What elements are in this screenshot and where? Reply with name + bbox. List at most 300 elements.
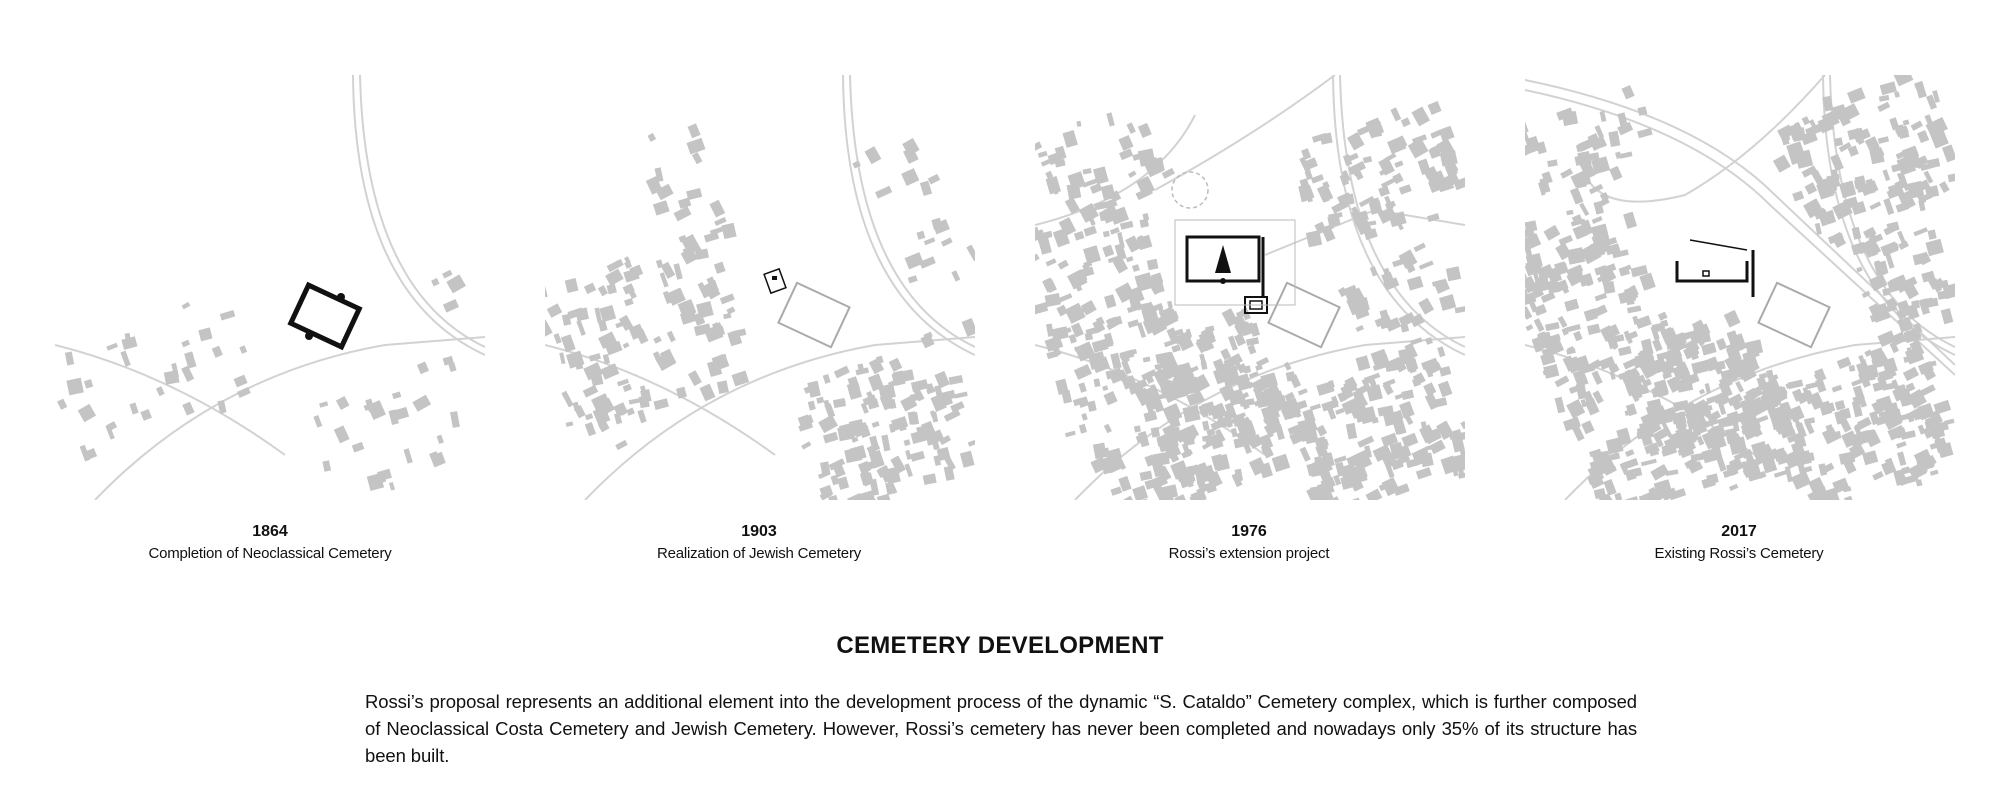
building-block [1911, 300, 1920, 309]
building-block [1832, 385, 1843, 393]
section-title: CEMETERY DEVELOPMENT [836, 632, 1164, 659]
building-block [1035, 141, 1042, 152]
jewish-cemetery-1903 [764, 269, 786, 293]
building-block [1804, 417, 1815, 424]
building-block [931, 411, 938, 422]
building-block [1595, 293, 1607, 302]
building-block [1460, 421, 1465, 429]
building-block [1547, 280, 1560, 294]
building-block [1167, 301, 1173, 308]
building-block [869, 436, 878, 446]
building-block [1619, 152, 1632, 159]
building-block [639, 395, 650, 408]
building-block [1132, 485, 1148, 500]
building-block [1543, 225, 1560, 241]
building-block [590, 373, 603, 386]
building-block [129, 403, 138, 415]
building-block [1110, 353, 1121, 370]
building-block [404, 448, 413, 463]
building-block [968, 438, 975, 447]
building-block [1231, 428, 1238, 437]
building-block [1609, 453, 1620, 461]
building-block [676, 387, 687, 399]
building-block [1365, 489, 1382, 500]
building-block [1140, 219, 1150, 228]
description-paragraph: Rossi’s proposal represents an additional element into the development process of the dynamic “S. Cataldo” Cemetery complex, which is further composed of Neoclassical Costa Cemetery and Jewish Cemetery. However, Rossi’s cemetery has never been completed and nowadays only 35% of its structure has been built. [365, 691, 1637, 766]
building-block [1199, 354, 1206, 364]
building-block [1127, 122, 1136, 134]
buildings-1864 [57, 270, 466, 491]
building-block [872, 421, 880, 428]
building-block [924, 237, 936, 245]
building-block [1525, 220, 1537, 232]
building-block [545, 319, 553, 337]
building-block [1618, 346, 1632, 356]
building-block [566, 421, 574, 427]
building-block [1830, 154, 1844, 171]
neoclassical-cemetery-1864 [291, 285, 360, 347]
year-label: 1976 [1231, 523, 1267, 540]
building-block [237, 387, 251, 398]
building-block [1774, 470, 1787, 478]
building-block [1120, 496, 1133, 500]
building-block [1079, 424, 1087, 434]
building-block [1035, 254, 1040, 263]
building-block [1074, 364, 1092, 380]
building-block [1411, 106, 1430, 126]
building-block [1852, 227, 1862, 240]
building-block [1545, 322, 1560, 331]
building-block [1576, 143, 1586, 152]
building-block [637, 410, 646, 424]
building-block [1074, 231, 1085, 241]
building-block [1608, 131, 1620, 147]
building-block [1087, 401, 1097, 412]
building-block [1802, 116, 1810, 125]
building-block [714, 217, 726, 226]
building-block [944, 409, 961, 422]
building-block [833, 398, 846, 408]
building-block [1311, 174, 1324, 183]
building-block [667, 331, 676, 342]
building-block [1423, 382, 1436, 396]
building-block [1933, 400, 1951, 415]
building-block [686, 138, 705, 155]
building-block [647, 133, 656, 142]
building-block [1609, 166, 1622, 181]
building-block [182, 302, 191, 310]
building-block [181, 366, 194, 382]
building-block [121, 336, 137, 350]
building-block [576, 320, 585, 336]
building-block [1334, 456, 1347, 464]
building-block [1134, 425, 1141, 432]
caption-text: Completion of Neoclassical Cemetery [148, 545, 392, 562]
building-block [1056, 305, 1068, 317]
building-block [807, 381, 821, 398]
building-block [198, 327, 212, 341]
building-block [720, 294, 735, 305]
building-block [1547, 159, 1558, 167]
building-block [1298, 388, 1308, 395]
building-block [1699, 389, 1705, 395]
building-block [1897, 231, 1906, 245]
building-block [1639, 273, 1655, 291]
building-block [1085, 332, 1093, 340]
building-block [1428, 101, 1442, 115]
building-block [1390, 107, 1401, 121]
building-block [1898, 126, 1910, 139]
building-block [709, 200, 725, 218]
building-block [1621, 85, 1634, 99]
building-block [1346, 423, 1357, 439]
building-block [1138, 123, 1152, 138]
building-block [808, 401, 816, 411]
building-block [554, 333, 562, 344]
building-block [1892, 75, 1913, 86]
building-block [949, 375, 964, 385]
map-1976 [1035, 75, 1465, 500]
building-block [1878, 136, 1889, 144]
building-block [1652, 339, 1663, 352]
building-block [565, 278, 579, 293]
building-block [1356, 355, 1371, 371]
building-block [1915, 82, 1927, 98]
building-block [1559, 235, 1573, 246]
building-block [816, 397, 824, 404]
building-block [1724, 310, 1741, 328]
building-block [1600, 111, 1607, 122]
building-block [908, 275, 918, 283]
building-block [1059, 293, 1072, 302]
building-block [1716, 338, 1727, 351]
building-block [1805, 182, 1818, 195]
building-block [1401, 390, 1414, 400]
building-block [601, 363, 620, 379]
building-block [960, 451, 975, 468]
building-block [140, 409, 152, 421]
building-block [1126, 256, 1133, 262]
building-block [1579, 203, 1589, 217]
building-block [1119, 148, 1133, 160]
building-block [1438, 381, 1453, 397]
building-block [901, 168, 919, 186]
building-block [184, 351, 196, 368]
building-block [1641, 459, 1657, 467]
building-block [239, 345, 247, 354]
building-block [1916, 479, 1923, 486]
building-block [1083, 245, 1101, 264]
building-block [951, 270, 960, 281]
building-block [844, 447, 862, 463]
building-block [1847, 87, 1866, 103]
building-block [65, 351, 74, 365]
buildings-2017 [1525, 75, 1955, 500]
building-block [1103, 231, 1110, 238]
building-block [156, 386, 165, 396]
building-block [1913, 227, 1928, 236]
building-block [904, 439, 911, 446]
building-block [1310, 404, 1321, 411]
building-block [446, 274, 466, 293]
building-block [1555, 375, 1570, 387]
building-block [1849, 365, 1856, 372]
building-block [1065, 431, 1076, 438]
building-block [1903, 119, 1910, 125]
building-block [1316, 425, 1327, 437]
map-1976-drawing [1035, 75, 1465, 500]
year-label: 1903 [741, 523, 777, 540]
building-block [1658, 312, 1668, 321]
building-block [1844, 496, 1853, 500]
building-block [624, 298, 634, 306]
building-block [181, 340, 190, 348]
building-block [1944, 419, 1954, 426]
building-block [653, 200, 670, 215]
building-block [1082, 168, 1091, 174]
building-block [1041, 158, 1054, 167]
building-block [1650, 464, 1669, 481]
building-block [1814, 368, 1826, 382]
building-block [392, 391, 401, 399]
building-block [889, 358, 903, 372]
building-block [928, 174, 940, 185]
building-block [1573, 331, 1582, 342]
building-block [1439, 294, 1456, 311]
building-block [1357, 436, 1374, 448]
building-block [1103, 391, 1117, 405]
building-block [417, 362, 429, 375]
caption-1976 [1029, 523, 1469, 563]
map-1903 [545, 75, 975, 500]
building-block [1286, 371, 1296, 381]
building-block [1592, 371, 1603, 385]
building-block [1183, 405, 1201, 422]
building-block [615, 321, 624, 328]
building-block [1370, 266, 1378, 276]
building-block [941, 237, 953, 246]
building-block [1627, 305, 1641, 313]
building-block [1413, 243, 1425, 253]
building-block [120, 351, 130, 367]
building-block [584, 283, 596, 295]
building-block [1877, 102, 1890, 112]
building-block [319, 401, 328, 408]
building-block [547, 303, 562, 317]
building-block [1903, 367, 1919, 381]
building-block [1603, 479, 1616, 496]
building-block [692, 152, 703, 164]
building-block [442, 270, 452, 279]
building-block [1625, 449, 1634, 457]
building-block [1256, 357, 1269, 367]
building-block [1555, 397, 1566, 414]
building-block [653, 398, 668, 410]
building-block [1356, 325, 1364, 332]
building-block [623, 384, 632, 392]
building-block [673, 263, 682, 280]
building-block [431, 278, 439, 286]
building-block [1434, 279, 1450, 294]
map-2017-drawing [1525, 75, 1955, 500]
building-block [966, 245, 975, 262]
building-block [916, 231, 925, 240]
building-block [1111, 487, 1122, 496]
building-block [818, 415, 838, 434]
building-block [1792, 191, 1804, 202]
building-block [941, 390, 956, 401]
building-block [1399, 184, 1412, 194]
building-block [678, 197, 691, 208]
building-block [1705, 383, 1711, 394]
building-block [1061, 390, 1072, 404]
building-block [573, 402, 580, 412]
building-block [66, 378, 83, 396]
building-block [1437, 346, 1445, 357]
building-block [1928, 229, 1937, 239]
building-block [1038, 151, 1048, 158]
building-block [1076, 121, 1081, 127]
building-block [934, 371, 949, 388]
building-block [1392, 259, 1403, 267]
building-block [1335, 462, 1346, 477]
building-block [583, 385, 598, 398]
building-block [624, 261, 632, 269]
building-block [1045, 293, 1061, 307]
building-block [1948, 173, 1955, 182]
building-block [1408, 138, 1429, 159]
building-block [599, 305, 616, 322]
building-block [1381, 178, 1396, 188]
building-block [352, 442, 365, 453]
map-1864 [55, 75, 485, 500]
building-block [1894, 91, 1900, 98]
building-block [575, 307, 589, 321]
building-block [1872, 471, 1884, 480]
building-block [910, 451, 925, 462]
building-block [962, 318, 975, 337]
caption-1903 [539, 523, 979, 563]
building-block [954, 392, 967, 399]
building-block [1617, 112, 1627, 128]
building-block [1526, 324, 1534, 331]
caption-2017 [1519, 523, 1959, 563]
building-block [1869, 201, 1881, 210]
building-block [1081, 413, 1088, 421]
building-block [700, 384, 716, 402]
building-block [1316, 381, 1334, 396]
building-block [1350, 498, 1362, 500]
building-block [1729, 484, 1738, 491]
building-block [1880, 241, 1898, 256]
building-block [837, 476, 849, 489]
building-block [1534, 318, 1545, 332]
building-block [1706, 473, 1718, 484]
building-block [1119, 349, 1134, 360]
year-label: 2017 [1721, 523, 1757, 540]
building-block [1632, 316, 1639, 325]
building-block [904, 463, 913, 477]
caption-text: Existing Rossi’s Cemetery [1654, 545, 1824, 562]
building-block [615, 440, 628, 450]
building-block [623, 342, 630, 348]
building-block [726, 306, 735, 314]
building-block [1592, 216, 1603, 224]
building-block [1102, 385, 1108, 391]
building-block [1118, 135, 1133, 151]
building-block [84, 379, 93, 389]
building-block [1773, 155, 1791, 173]
building-block [1128, 170, 1137, 177]
building-block [234, 375, 248, 388]
rossi-cemetery-existing [1677, 240, 1753, 297]
building-block [881, 435, 890, 452]
building-block [607, 259, 624, 272]
building-block [1896, 441, 1907, 448]
building-block [585, 422, 596, 436]
building-block [902, 369, 915, 382]
building-block [656, 259, 664, 268]
building-block [1691, 360, 1709, 375]
building-block [561, 391, 573, 408]
neoclassical-cemetery-1903 [778, 283, 849, 347]
building-block [389, 482, 395, 491]
building-block [1106, 112, 1114, 126]
building-block [1120, 221, 1134, 230]
building-block [875, 186, 892, 199]
building-block [212, 346, 223, 358]
building-block [220, 310, 236, 320]
map-2017 [1525, 75, 1955, 500]
building-block [437, 435, 444, 444]
building-block [1446, 266, 1461, 281]
building-block [824, 403, 835, 418]
building-block [1062, 130, 1077, 148]
building-block [1455, 306, 1465, 314]
caption-text: Rossi’s extension project [1168, 545, 1330, 562]
building-block [1430, 130, 1441, 139]
building-block [605, 269, 624, 286]
building-block [1275, 424, 1285, 440]
building-block [1614, 493, 1622, 500]
building-block [334, 425, 350, 443]
building-block [1897, 451, 1906, 465]
building-block [545, 285, 548, 301]
building-block [717, 380, 729, 394]
building-block [714, 262, 726, 274]
building-block [923, 473, 937, 485]
building-block [1791, 471, 1811, 490]
building-block [57, 399, 67, 410]
building-block [1917, 130, 1929, 143]
building-block [1102, 245, 1114, 258]
building-block [823, 432, 838, 444]
building-block [1202, 421, 1210, 431]
building-block [1623, 212, 1637, 229]
building-block [801, 441, 811, 449]
building-block [1058, 260, 1069, 270]
building-block [585, 413, 593, 420]
caption-text: Realization of Jewish Cemetery [656, 545, 862, 562]
building-block [450, 411, 460, 428]
building-block [1143, 357, 1151, 363]
building-block [1942, 144, 1955, 162]
building-block [1093, 443, 1107, 459]
building-block [106, 343, 118, 351]
building-block [1879, 95, 1890, 102]
building-block [78, 404, 96, 422]
building-block [448, 363, 456, 372]
